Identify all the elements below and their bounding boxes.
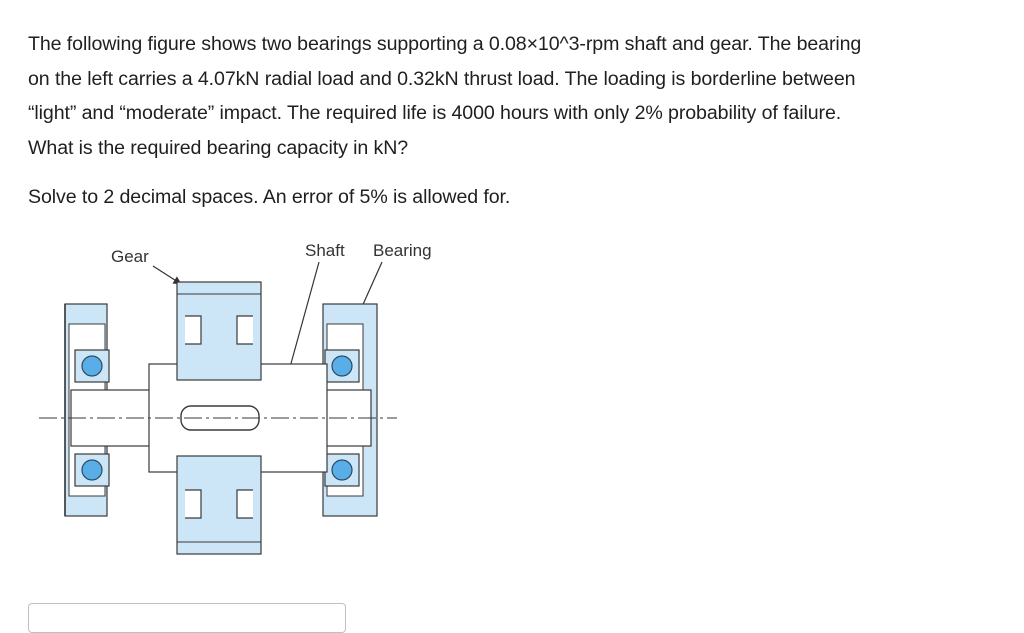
question-line-2: on the left carries a 4.07kN radial load and 0.32kN thrust load. The loading is borderline between — [28, 67, 856, 90]
bearing-figure — [35, 232, 455, 572]
left-ball-bottom — [82, 460, 102, 480]
question-line-3: “light” and “moderate” impact. The required life is 4000 hours with only 2% probability of failure. — [28, 102, 842, 124]
gear-label: Gear — [111, 247, 149, 266]
question-line-1: The following figure shows two bearings supporting a 0.08×10^3-rpm shaft and gear. The bearing — [28, 33, 862, 55]
left-ball-top — [82, 356, 102, 376]
question-text — [28, 27, 1003, 165]
bearing-label: Bearing — [373, 241, 432, 260]
gear-leader — [153, 266, 181, 284]
answer-input[interactable] — [28, 603, 346, 633]
instructions: Solve to 2 decimal spaces. An error of 5% is allowed for. — [28, 186, 511, 208]
shaft-leader — [287, 262, 319, 378]
question-line-4: What is the required bearing capacity in kN? — [28, 136, 409, 159]
right-ball-bottom — [332, 460, 352, 480]
shaft-label: Shaft — [305, 241, 345, 260]
right-ball-top — [332, 356, 352, 376]
bearing-diagram — [35, 232, 455, 572]
